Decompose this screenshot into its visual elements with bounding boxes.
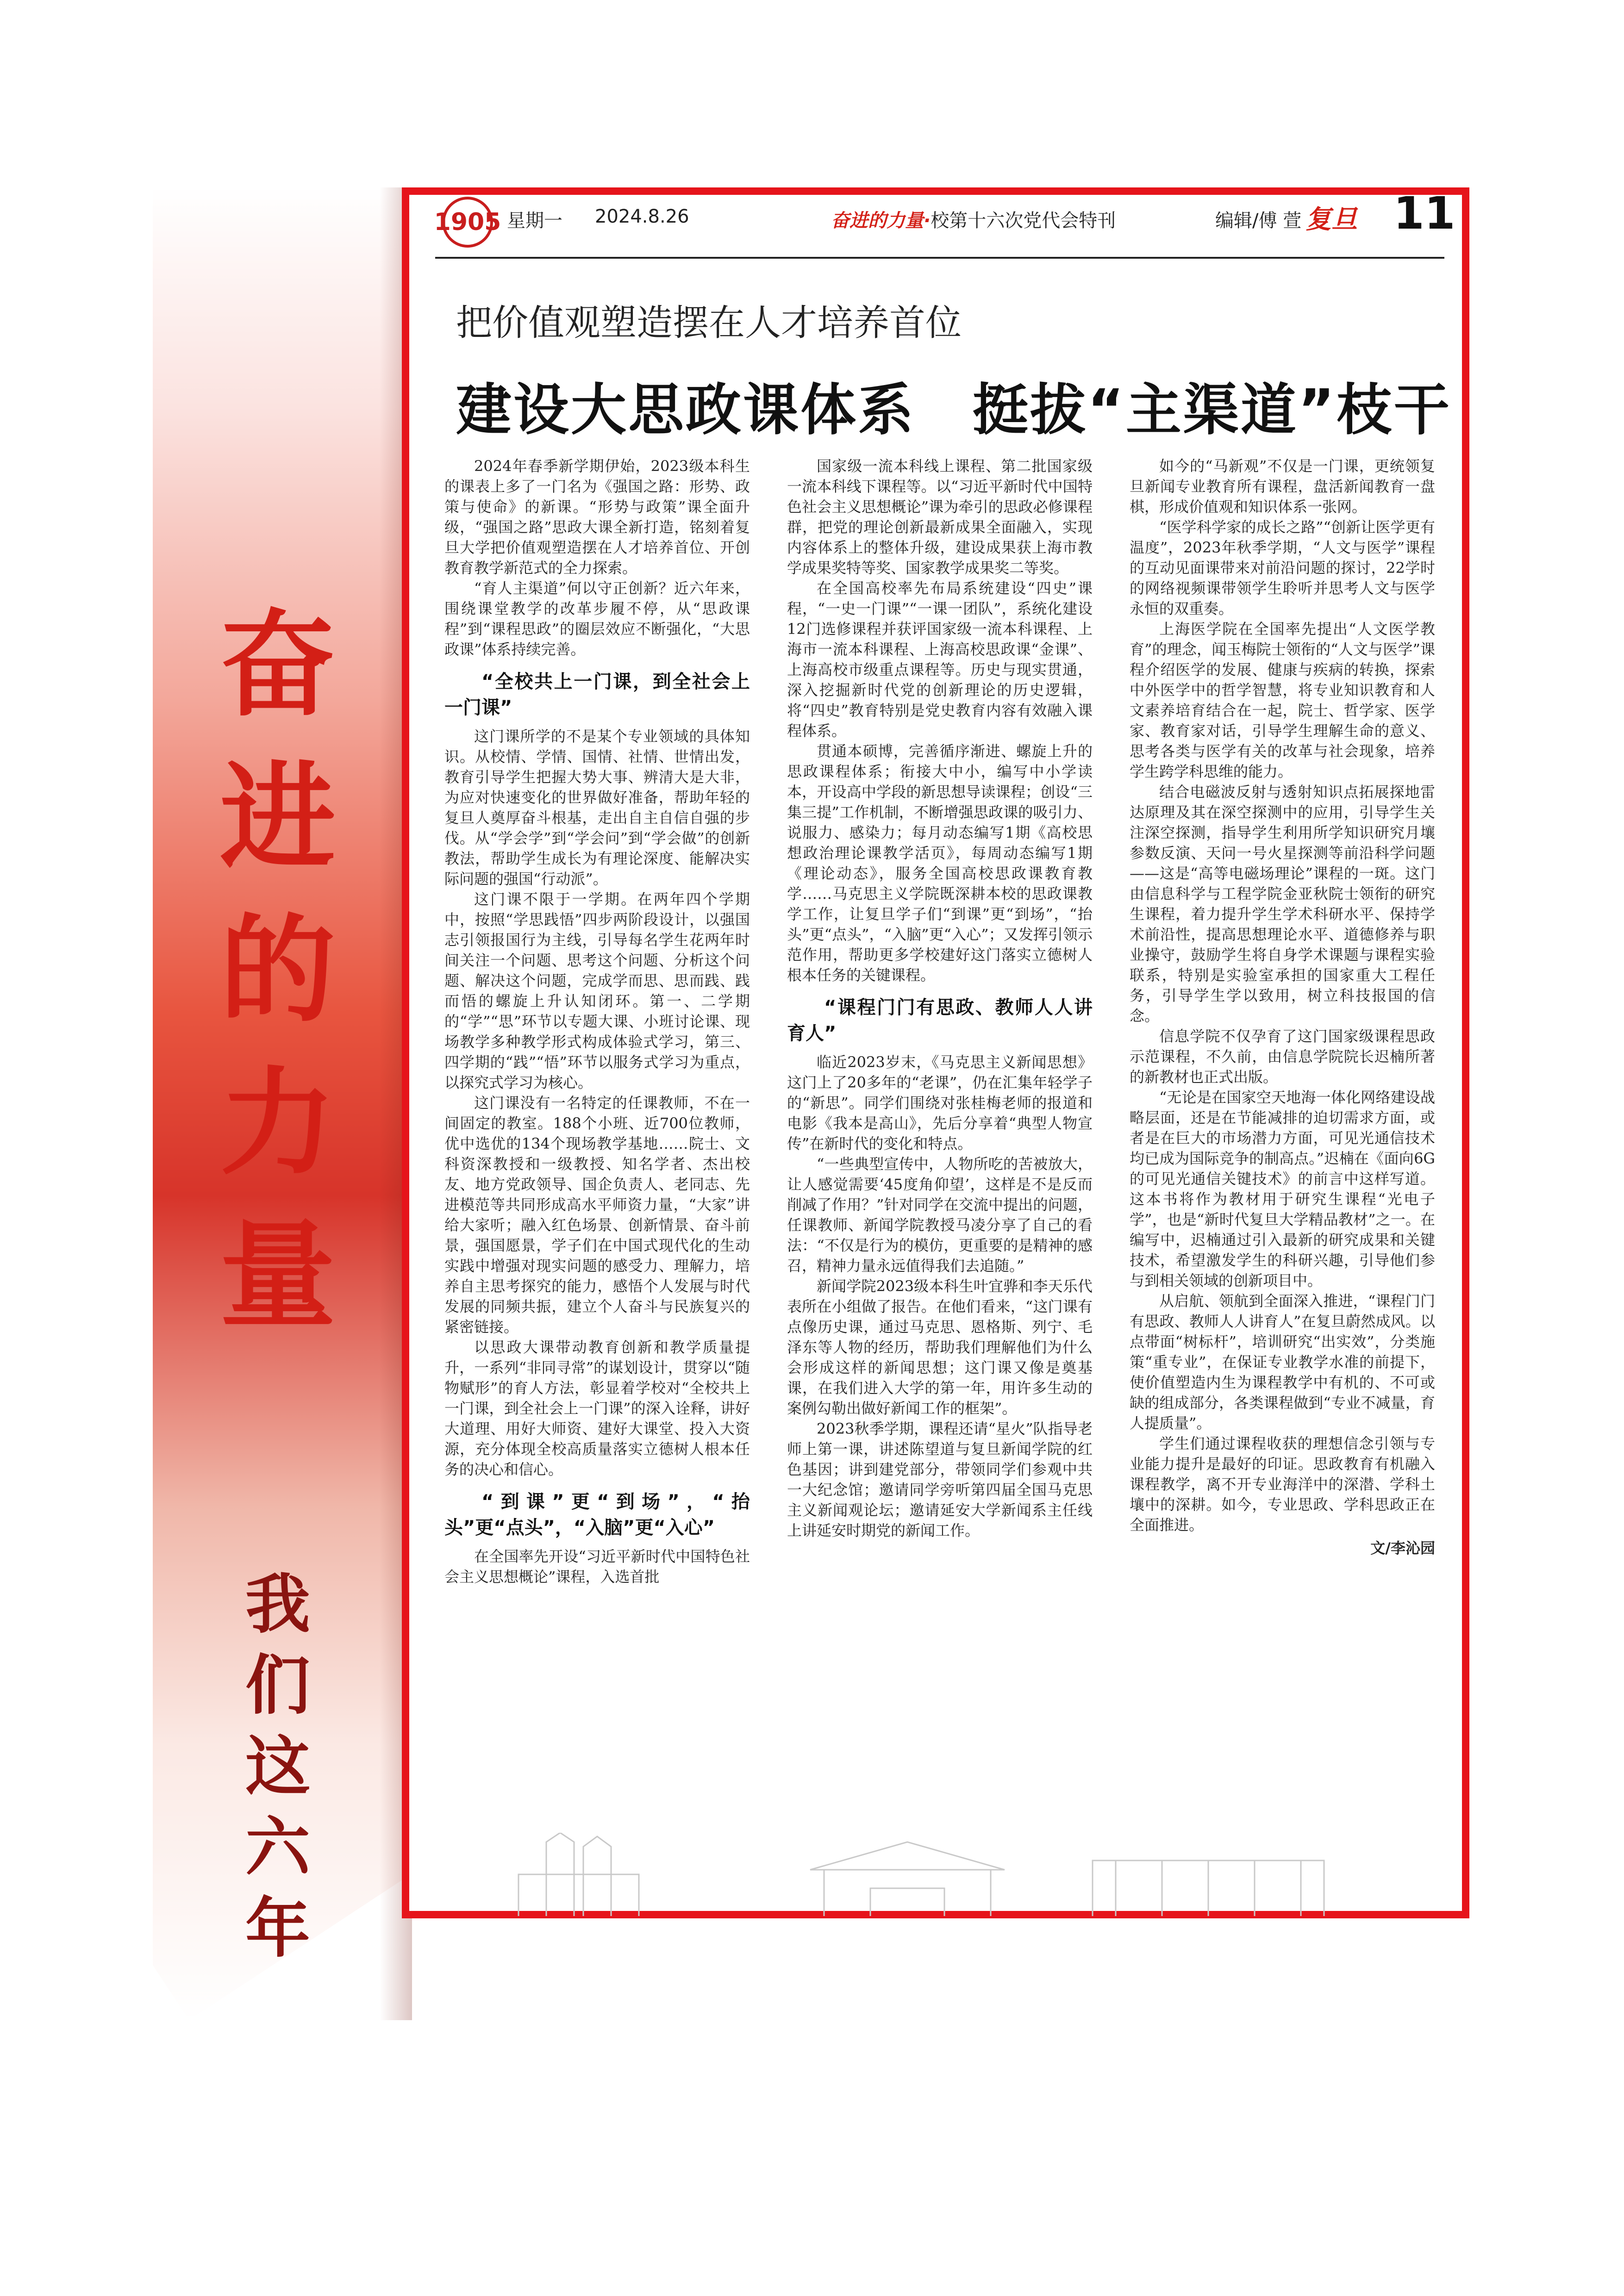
paragraph: 这门课不限于一学期。在两年四个学期中，按照“学思践悟”四步两阶段设计，以强国志引领报国行为主线，引导每名学生花两年时间关注一个问题、思考这个问题、分析这个问题、解决这个问题，完成学而思、思而践、践而悟的螺旋上升认知闭环。第一、二学期的“学”“思”环节以专题大课、小班讨论课、现场教学多种教学形式构成体验式学习，第三、四学期的“践”“悟”环节以服务式学习为重点，以探究式学习为核心。 xyxy=(444,890,750,1091)
paragraph: 如今的“马新观”不仅是一门课，更统领复旦新闻专业教育所有课程，盘活新闻教育一盘棋，形成价值观和知识体系一张网。 xyxy=(1130,457,1435,516)
paragraph: 2024年春季新学期伊始，2023级本科生的课表上多了一门名为《强国之路：形势、政策与使命》的新课。“形势与政策”课全面升级，“强国之路”思政大课全新打造，铭刻着复旦大学把价值观塑造摆在人才培养首位、开创教育教学新范式的全力探索。 xyxy=(444,457,750,577)
paragraph: 在全国率先开设“习近平新时代中国特色社会主义思想概论”课程，入选首批 xyxy=(444,1548,750,1586)
article-column-2 xyxy=(787,456,1093,1541)
section-heading: “全校共上一门课，到全社会上一门课” xyxy=(444,671,750,718)
university-logo: 1905 xyxy=(442,197,493,248)
header-special-issue xyxy=(831,206,1116,232)
article-headline: 建设大思政课体系 挺拔“主渠道”枝干 xyxy=(456,378,1451,442)
paragraph: “医学科学家的成长之路”“创新让医学更有温度”，2023年秋季学期，“人文与医学”课程的互动见面课带来对前沿问题的探讨，22学时的网络视频课带领学生聆听并思考人文与医学永恒的双重奏。 xyxy=(1130,518,1435,617)
paragraph: 信息学院不仅孕育了这门国家级课程思政示范课程，不久前，由信息学院院长迟楠所著的新教材也正式出版。 xyxy=(1130,1027,1435,1086)
article-column-3 xyxy=(1130,456,1435,1558)
paragraph: 新闻学院2023级本科生叶宜骅和李天乐代表所在小组做了报告。在他们看来，“这门课有点像历史课，通过马克思、恩格斯、列宁、毛泽东等人物的经历，帮助我们理解他们为什么会形成这样的新闻思想；这门课又像是奠基课，在我们进入大学的第一年，用许多生动的案例勾勒出做好新闻工作的框架”。 xyxy=(787,1277,1093,1417)
paragraph: 在全国高校率先布局系统建设“四史”课程，“一史一门课”“一课一团队”，系统化建设12门选修课程并获评国家级一流本科课程、上海市一流本科课程、上海高校思政课“金课”、上海高校市级重点课程等。历史与现实贯通，深入挖掘新时代党的创新理论的历史逻辑，将“四史”教育特别是党史教育内容有效融入课程体系。 xyxy=(787,579,1093,740)
paragraph: 贯通本硕博，完善循序渐进、螺旋上升的思政课程体系；衔接大中小，编写中小学读本，开设高中学段的新思想导读课程；创设“三集三提”工作机制，不断增强思政课的吸引力、说服力、感染力；每月动态编写1期《高校思想政治理论课教学活页》，每周动态编写1期《理论动态》，服务全国高校思政课教育教学……马克思主义学院既深耕本校的思政课教学工作，让复旦学子们“到课”更“到场”，“抬头”更“点头”，“入脑”更“入心”；又发挥引领示范作用，帮助更多学校建好这门落实立德树人根本任务的关键课程。 xyxy=(787,742,1093,984)
paragraph: 2023秋季学期，课程还请“星火”队指导老师上第一课，讲述陈望道与复旦新闻学院的红色基因；讲到建党部分，带领同学们参观中共一大纪念馆；邀请同学旁听第四届全国马克思主义新闻观论坛；邀请延安大学新闻系主任线上讲延安时期党的新闻工作。 xyxy=(787,1420,1093,1539)
header-rule xyxy=(435,257,1444,259)
paragraph: 结合电磁波反射与透射知识点拓展探地雷达原理及其在深空探测中的应用，引导学生关注深空探测，指导学生利用所学知识研究月壤参数反演、天问一号火星探测等前沿科学问题——这是“高等电磁场理论”课程的一斑。这门由信息科学与工程学院金亚秋院士领衔的研究生课程，着力提升学生学术科研水平、保持学术前沿性，提高思想理论水平、道德修养与职业操守，鼓励学生将自身学术课题与课程实验联系，特别是实验室承担的国家重大工程任务，引导学生学以致用，树立科技报国的信念。 xyxy=(1130,783,1435,1025)
paragraph: 临近2023岁末，《马克思主义新闻思想》这门上了20多年的“老课”，仍在汇集年轻学子的“新思”。同学们围绕对张桂梅老师的报道和电影《我本是高山》，先后分享着“典型人物宣传”在新时代的变化和特点。 xyxy=(787,1053,1093,1152)
paragraph: 以思政大课带动教育创新和教学质量提升，一系列“非同寻常”的谋划设计，贯穿以“随物赋形”的育人方法，彰显着学校对“全校共上一门课，到全社会上一门课”的深入诠释，讲好大道理、用好大师资、建好大课堂、投入大资源，充分体现全校高质量落实立德树人根本任务的决心和信心。 xyxy=(444,1338,750,1478)
header-editor: 编辑/傅 萱 xyxy=(1215,210,1302,231)
paragraph: 这门课没有一名特定的任课教师，不在一间固定的教室。188个小班、近700位教师，优中选优的134个现场教学基地……院士、文科资深教授和一级教授、知名学者、杰出校友、地方党政领导、国企负责人、老同志、先进模范等共同形成高水平师资力量，“大家”讲给大家听；融入红色场景、创新情景、奋斗前景，强国愿景，学子们在中国式现代化的生动实践中增强对现实问题的感受力、理解力，培养自主思考探究的能力，感悟个人发展与时代发展的同频共振，建立个人奋斗与民族复兴的紧密链接。 xyxy=(444,1094,750,1336)
paragraph: “无论是在国家空天地海一体化网络建设战略层面，还是在节能减排的迫切需求方面，或者是在巨大的市场潜力方面，可见光通信技术均已成为国际竞争的制高点。”迟楠在《面向6G的可见光通信关键技术》的前言中这样写道。这本书将作为教材用于研究生课程“光电子学”，也是“新时代复旦大学精品教材”之一。在编写中，迟楠通过引入最新的研究成果和关键技术，希望激发学生的科研兴趣，引导他们参与到相关领域的创新项目中。 xyxy=(1130,1089,1435,1289)
article-kicker: 把价值观塑造摆在人才培养首位 xyxy=(456,302,962,344)
article-column-1 xyxy=(444,456,750,1587)
header-date: 2024.8.26 xyxy=(595,206,689,227)
ribbon-title: 奋进的力量 xyxy=(220,596,336,1343)
section-heading: “课程门门有思政、教师人人讲育人” xyxy=(787,997,1093,1044)
header-special-red: 奋进的力量· xyxy=(831,210,931,231)
author-byline: 文/李沁园 xyxy=(1370,1539,1435,1557)
paragraph: 这门课所学的不是某个专业领域的具体知识。从校情、学情、国情、社情、世情出发，教育引导学生把握大势大事、辨清大是大非，为应对快速变化的世界做好准备，帮助年轻的复旦人奠厚奋斗根基，走出自主自信自强的步伐。从“学会学”到“学会问”到“学会做”的创新教法，帮助学生成长为有理论深度、能解决实际问题的强国“行动派”。 xyxy=(444,728,750,888)
header-special-text: 校第十六次党代会特刊 xyxy=(931,210,1116,231)
section-heading: “到课”更“到场”，“抬头”更“点头”，“入脑”更“入心” xyxy=(444,1491,750,1538)
paragraph: 从启航、领航到全面深入推进，“课程门门有思政、教师人人讲育人”在复旦蔚然成风。以点带面“树标杆”，培训研究“出实效”，分类施策“重专业”，在保证专业教学水准的前提下，使价值塑造内生为课程教学中有机的、不可或缺的组成部分，各类课程做到“专业不减量，育人提质量”。 xyxy=(1130,1292,1435,1432)
ribbon-subtitle: 我们这六年 xyxy=(245,1567,310,1966)
header-weekday: 星期一 xyxy=(507,210,562,231)
paragraph: “育人主渠道”何以守正创新？近六年来，围绕课堂教学的改革步履不停，从“思政课程”到“课程思政”的圈层效应不断强化，“大思政课”体系持续完善。 xyxy=(444,579,750,658)
paragraph: “一些典型宣传中，人物所吃的苦被放大，让人感觉需要‘45度角仰望’，这样是不是反而削减了作用？”针对同学在交流中提出的问题，任课教师、新闻学院教授马凌分享了自己的看法：“不仅是行为的模仿，更重要的是精神的感召，精神力量永远值得我们去追随。” xyxy=(787,1155,1093,1275)
page-number: 11 xyxy=(1393,187,1455,239)
header-paper-name: 复旦 xyxy=(1305,204,1357,235)
campus-buildings-illustration xyxy=(491,1833,1444,1916)
paragraph: 上海医学院在全国率先提出“人文医学教育”的理念，闻玉梅院士领衔的“人文与医学”课程介绍医学的发展、健康与疾病的转换，探索中外医学中的哲学智慧，将专业知识教育和人文素养培育结合在一起，院士、哲学家、医学家、教育家对话，引导学生理解生命的意义、思考各类与医学有关的改革与社会现象，培养学生跨学科思维的能力。 xyxy=(1130,620,1435,780)
paragraph: 学生们通过课程收获的理想信念引领与专业能力提升是最好的印证。思政教育有机融入课程教学，离不开专业海洋中的深潜、学科土壤中的深耕。如今，专业思政、学科思政正在全面推进。 xyxy=(1130,1435,1435,1534)
paragraph: 国家级一流本科线上课程、第二批国家级一流本科线下课程等。以“习近平新时代中国特色社会主义思想概论”课为牵引的思政必修课程群，把党的理论创新最新成果全面融入，实现内容体系上的整体升级，建设成果获上海市教学成果奖特等奖、国家教学成果奖二等奖。 xyxy=(787,457,1093,577)
